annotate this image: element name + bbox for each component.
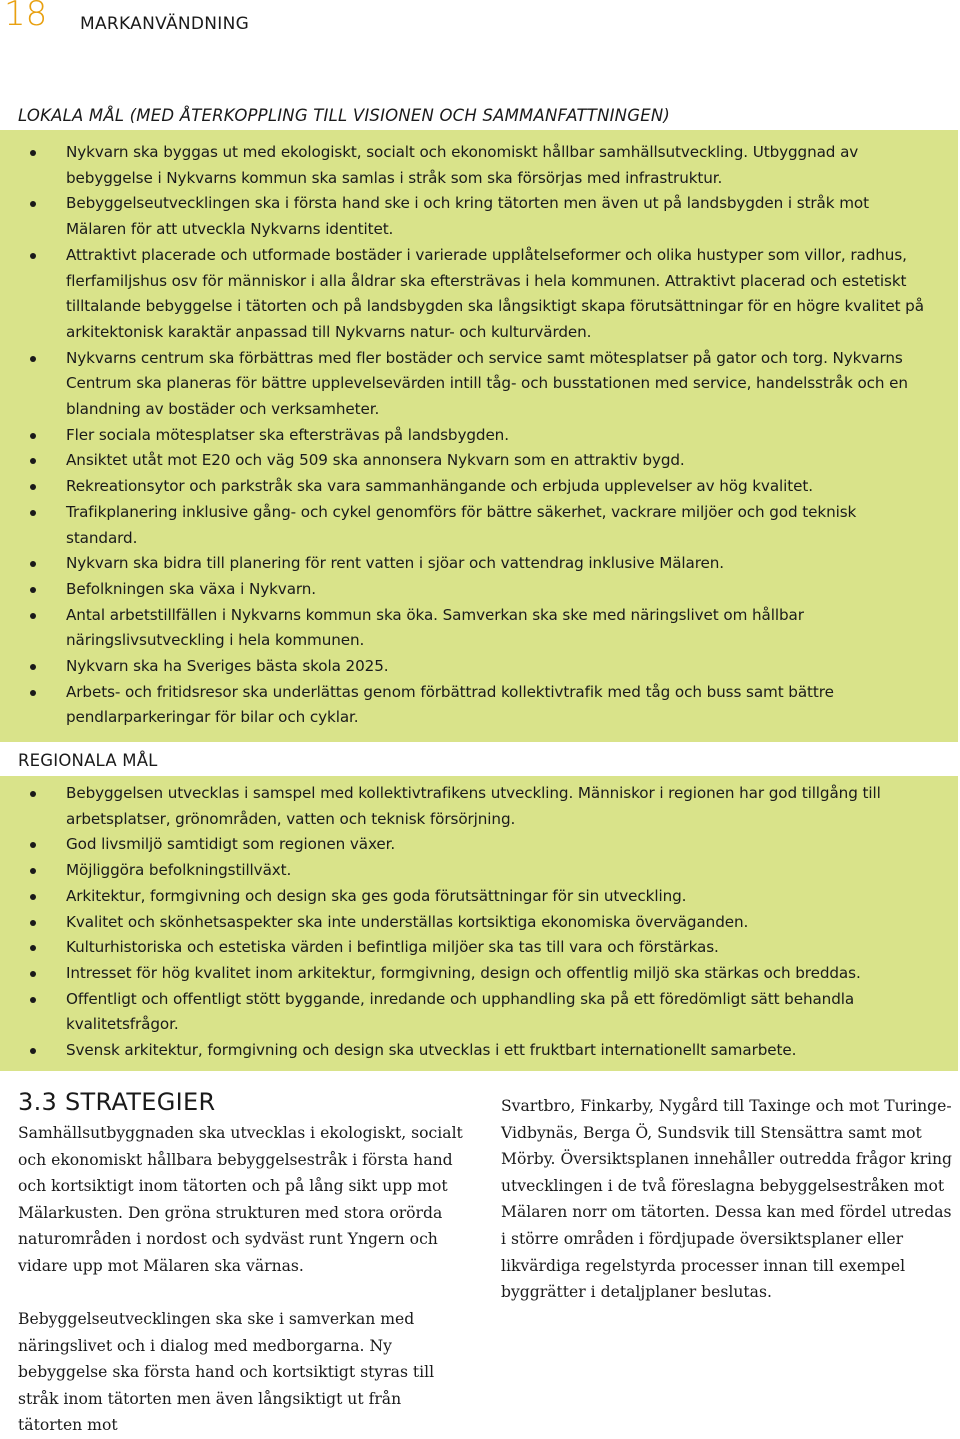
strategies-heading: 3.3 STRATEGIER: [18, 1088, 216, 1116]
list-item: Antal arbetstillfällen i Nykvarns kommun ska öka. Samverkan ska ske med näringslivet om hållbar näringslivsutveckling i hela kommunen.: [0, 603, 958, 654]
chapter-header: MARKANVÄNDNING: [80, 14, 250, 34]
list-item: Offentligt och offentligt stött byggande, inredande och upphandling ska på ett föredömligt sätt behandla kvalitetsfrågor.: [0, 987, 958, 1038]
local-goals-list: [0, 140, 958, 731]
list-item: Kvalitet och skönhetsaspekter ska inte underställas kortsiktiga ekonomiska överväganden.: [0, 910, 958, 936]
list-item: Nykvarn ska byggas ut med ekologiskt, socialt och ekonomiskt hållbar samhällsutveckling. Utbyggnad av bebyggelse i Nykvarns kommun ska samlas i stråk som ska försörjas med infrastruktur.: [0, 140, 958, 191]
regional-goals-heading: REGIONALA MÅL: [18, 751, 158, 770]
list-item: Ansiktet utåt mot E20 och väg 509 ska annonsera Nykvarn som en attraktiv bygd.: [0, 448, 958, 474]
list-item: Bebyggelsen utvecklas i samspel med kollektivtrafikens utveckling. Människor i regionen har god tillgång till arbetsplatser, grönområden, vatten och teknisk försörjning.: [0, 781, 958, 832]
local-goals-heading: LOKALA MÅL (MED ÅTERKOPPLING TILL VISIONEN OCH SAMMANFATTNINGEN): [18, 106, 671, 125]
page-number: 18: [4, 0, 48, 34]
list-item: God livsmiljö samtidigt som regionen växer.: [0, 832, 958, 858]
list-item: Svensk arkitektur, formgivning och design ska utvecklas i ett fruktbart internationellt samarbete.: [0, 1038, 958, 1064]
list-item: Bebyggelseutvecklingen ska i första hand ske i och kring tätorten men även ut på landsbygden i stråk mot Mälaren för att utveckla Nykvarns identitet.: [0, 191, 958, 242]
list-item: Kulturhistoriska och estetiska värden i befintliga miljöer ska tas till vara och förstärkas.: [0, 935, 958, 961]
list-item: Befolkningen ska växa i Nykvarn.: [0, 577, 958, 603]
list-item: Rekreationsytor och parkstråk ska vara sammanhängande och erbjuda upplevelser av hög kvalitet.: [0, 474, 958, 500]
list-item: Intresset för hög kvalitet inom arkitektur, formgivning, design och offentlig miljö ska stärkas och breddas.: [0, 961, 958, 987]
list-item: Nykvarn ska ha Sveriges bästa skola 2025.: [0, 654, 958, 680]
list-item: Nykvarns centrum ska förbättras med fler bostäder och service samt mötesplatser på gator och torg. Nykvarns Centrum ska planeras för bättre upplevelsevärden intill tåg- och busstationen med service, handelsstråk och en blandning av bostäder och verksamheter.: [0, 346, 958, 423]
list-item: Trafikplanering inklusive gång- och cykel genomförs för bättre säkerhet, vackrare miljöer och god teknisk standard.: [0, 500, 958, 551]
list-item: Fler sociala mötesplatser ska eftersträvas på landsbygden.: [0, 423, 958, 449]
strategies-paragraph-2: Bebyggelseutvecklingen ska ske i samverkan med näringslivet och i dialog med medborgarna. Ny bebyggelse ska första hand och kortsiktigt styras till stråk inom tätorten men även långsiktigt ut från tätorten mot: [18, 1310, 435, 1435]
list-item: Attraktivt placerade och utformade bostäder i varierade upplåtelseformer och olika hustyper som villor, radhus, flerfamiljshus osv för människor i alla åldrar ska eftersträvas i hela kommunen. Attraktivt placerad och estetiskt tilltalande bebyggelse i tätorten och på landsbygden ska långsiktigt skapa förutsättningar för en högre kvalitet på arkitektonisk karaktär anpassad till Nykvarns natur- och kulturvärden.: [0, 243, 958, 346]
list-item: Nykvarn ska bidra till planering för rent vatten i sjöar och vattendrag inklusive Mälaren.: [0, 551, 958, 577]
list-item: Arkitektur, formgivning och design ska ges goda förutsättningar för sin utveckling.: [0, 884, 958, 910]
list-item: Möjliggöra befolkningstillväxt.: [0, 858, 958, 884]
strategies-paragraph-right: Svartbro, Finkarby, Nygård till Taxinge och mot Turinge-Vidbynäs, Berga Ö, Sundsvik till Stensättra samt mot Mörby. Översiktsplanen innehåller outredda frågor kring utvecklingen i de två föreslagna bebyggelsestråken mot Mälaren norr om tätorten. Dessa kan med fördel utredas i större områden i fördjupade översiktsplaner eller likvärdiga regelstyrda processer innan till exempel byggrätter i detaljplaner beslutas.: [501, 1097, 953, 1302]
strategies-paragraph-1: Samhällsutbyggnaden ska utvecklas i ekologiskt, socialt och ekonomiskt hållbara bebyggelsestråk i första hand och kortsiktigt inom tätorten och på lång sikt upp mot Mälarkusten. Den gröna strukturen med stora orörda naturområden i nordost och sydväst runt Yngern och vidare upp mot Mälaren ska värnas.: [18, 1124, 463, 1275]
regional-goals-list: [0, 781, 958, 1064]
list-item: Arbets- och fritidsresor ska underlättas genom förbättrad kollektivtrafik med tåg och buss samt bättre pendlarparkeringar för bilar och cyklar.: [0, 680, 958, 731]
